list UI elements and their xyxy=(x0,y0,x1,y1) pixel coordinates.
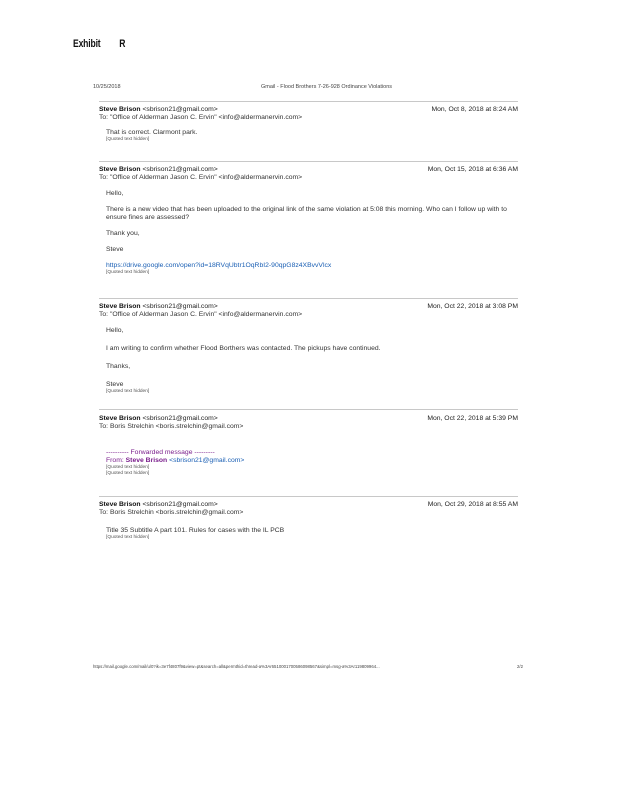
message-header xyxy=(99,501,518,509)
sender-name: Steve Brison xyxy=(99,303,141,310)
recipient-line: To: Boris Strelchin <boris.strelchin@gmail.com> xyxy=(99,423,244,430)
sender-name: Steve Brison xyxy=(99,166,141,173)
message-header xyxy=(99,303,518,311)
exhibit-label xyxy=(73,38,125,50)
print-title: Gmail - Flood Brothers 7-26-928 Ordinance Violations xyxy=(261,84,393,90)
sender-email: <sbrison21@gmail.com> xyxy=(142,303,218,310)
message-body xyxy=(106,190,518,270)
exhibit-letter: R xyxy=(119,38,126,50)
exhibit-word: Exhibit xyxy=(73,38,101,50)
message-date: Mon, Oct 29, 2018 at 8:55 AM xyxy=(427,501,518,508)
sender-email: <sbrison21@gmail.com> xyxy=(142,501,218,508)
quoted-text-toggle[interactable]: [Quoted text hidden] xyxy=(106,471,150,476)
message-divider xyxy=(99,161,518,162)
footer-url: https://mail.google.com/mail/u/0?ik=3e7f4807f9&view=pt&search=all&permthid=thread-a%3Ar6510001700586098567&simpl=msg-a%3Ar119809964... xyxy=(93,664,380,669)
message-date: Mon, Oct 15, 2018 at 6:36 AM xyxy=(427,166,518,173)
sender-name: Steve Brison xyxy=(99,106,141,113)
body-paragraph: Title 35 Subtitle A part 101. Rules for cases with the IL PCB xyxy=(106,527,285,534)
sender-name: Steve Brison xyxy=(99,415,141,422)
email-message-2 xyxy=(99,166,518,276)
message-header xyxy=(99,106,518,114)
sender-email: <sbrison21@gmail.com> xyxy=(142,166,218,173)
sender-email: <sbrison21@gmail.com> xyxy=(142,415,218,422)
forwarded-block xyxy=(106,449,518,465)
message-header xyxy=(99,166,518,174)
forwarded-sender-email[interactable]: <sbrison21@gmail.com> xyxy=(169,457,245,464)
message-date: Mon, Oct 22, 2018 at 3:08 PM xyxy=(427,303,518,310)
body-paragraph: Steve xyxy=(106,381,124,388)
message-body xyxy=(106,327,518,389)
body-paragraph: There is a new video that has been uploaded to the original link of the same violation at 5:08 this morning. Who can I follow up with to ensure fines are assessed? xyxy=(106,206,507,221)
quoted-text-toggle[interactable]: [Quoted text hidden] xyxy=(106,389,150,394)
quoted-text-toggle[interactable]: [Quoted text hidden] xyxy=(106,270,150,275)
body-paragraph: That is correct. Clarmont park. xyxy=(106,129,198,136)
email-message-3 xyxy=(99,303,518,395)
recipient-line: To: Boris Strelchin <boris.strelchin@gmail.com> xyxy=(99,509,244,516)
message-divider xyxy=(99,409,518,410)
body-paragraph: Hello, xyxy=(106,190,124,197)
message-divider xyxy=(99,496,518,497)
body-paragraph: Hello, xyxy=(106,327,124,334)
recipient-line: To: "Office of Alderman Jason C. Ervin" <info@aldermanervin.com> xyxy=(99,174,303,181)
message-header xyxy=(99,415,518,423)
quoted-text-toggle[interactable]: [Quoted text hidden] xyxy=(106,137,150,142)
email-message-4 xyxy=(99,415,518,477)
page-number: 2/2 xyxy=(517,664,523,669)
body-paragraph: Thank you, xyxy=(106,230,140,237)
forwarded-from xyxy=(106,457,518,465)
body-paragraph: Steve xyxy=(106,246,124,253)
email-message-5 xyxy=(99,501,518,541)
print-date: 10/25/2018 xyxy=(93,84,121,90)
email-message-1 xyxy=(99,106,518,143)
print-footer xyxy=(93,664,523,669)
message-date: Mon, Oct 22, 2018 at 5:39 PM xyxy=(427,415,518,422)
forwarded-header: ---------- Forwarded message --------- xyxy=(106,449,215,456)
message-divider xyxy=(99,101,518,102)
video-link[interactable]: https://drive.google.com/open?id=18RVqUbtr1OqRbI2-90qpG8z4XBvvVlcx xyxy=(106,262,332,269)
message-date: Mon, Oct 8, 2018 at 8:24 AM xyxy=(431,106,518,113)
recipient-line: To: "Office of Alderman Jason C. Ervin" <info@aldermanervin.com> xyxy=(99,311,303,318)
forwarded-from-label: From: xyxy=(106,457,124,464)
recipient-line: To: "Office of Alderman Jason C. Ervin" <info@aldermanervin.com> xyxy=(99,114,303,121)
sender-email: <sbrison21@gmail.com> xyxy=(142,106,218,113)
message-body xyxy=(106,527,518,535)
quoted-text-toggle[interactable]: [Quoted text hidden] xyxy=(106,535,150,540)
message-body xyxy=(106,129,518,137)
message-divider xyxy=(99,298,518,299)
forwarded-sender-name: Steve Brison xyxy=(125,457,168,464)
sender-name: Steve Brison xyxy=(99,501,141,508)
body-paragraph: Thanks, xyxy=(106,363,131,370)
body-paragraph: I am writing to confirm whether Flood Borthers was contacted. The pickups have continued. xyxy=(106,345,381,352)
quoted-text-toggle[interactable]: [Quoted text hidden] xyxy=(106,465,150,470)
